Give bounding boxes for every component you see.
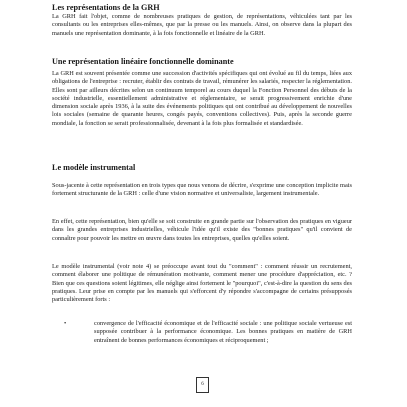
page-number: 6 — [196, 377, 209, 393]
section-heading-representations: Les représentations de la GRH — [52, 3, 160, 12]
paragraph-intro: La GRH fait l'objet, comme de nombreuses pratiques de gestion, de représentations, véhiculées tant par les consultants ou les entreprises elles-mêmes, que par la presse ou les manuels. Ainsi, on observe dans la plupart des manuels une représentation dominante, à la fois fonctionnelle et linéaire de la GRH. — [52, 13, 352, 37]
bullet-icon: • — [64, 320, 67, 327]
bullet-list-item — [52, 320, 352, 345]
section-heading-lineaire: Une représentation linéaire fonctionnelle dominante — [52, 57, 234, 66]
paragraph-modele-instrumental: Le modèle instrumental (voir note 4) se préoccupe avant tout du "comment" : comment réussir un recrutement, comment élaborer une politique de rémunération motivante, comment mener une procédure d'appréciation, etc. ? Bien que ces questions soient légitimes, elle néglige ainsi fortement le "pourquoi", c'est-à-dire la question du sens des pratiques. Leur prise en compte par les manuels qui s'efforcent d'y répondre s'accompagne de certains présupposés particulièrement forts : — [52, 263, 352, 304]
section-heading-modele-instrumental: Le modèle instrumental — [52, 163, 136, 172]
paragraph-en-effet: En effet, cette représentation, bien qu'elle se soit construite en grande partie sur l'observation des pratiques en vigueur dans les grandes entreprises industrielles, véhicule l'idée qu'il existe des "bonnes pratiques" qu'il convient de connaître pour pouvoir les mettre en œuvre dans toutes les entreprises, quelles qu'elles soient. — [52, 218, 352, 242]
bullet-text: convergence de l'efficacité économique et de l'efficacité sociale : une politique sociale vertueuse est supposée contribuer à la performance économique. Les bonnes pratiques en matière de GRH entraînent de bonnes performances économiques et réciproquement ; — [94, 320, 352, 344]
paragraph-sous-jacente: Sous-jacente à cette représentation en trois types que nous venons de décrire, s'exprime une conception implicite mais fortement structurante de la GRH : celle d'une vision normative et universaliste, largement instrumentale. — [52, 182, 352, 198]
paragraph-lineaire: La GRH est souvent présentée comme une succession d'activités spécifiques qui ont évolué au fil du temps, liées aux obligations de l'entreprise : recruter, établir des contrats de travail, rémunérer les salariés, respecter la réglementation. Elles sont par ailleurs décrites selon un continuum temporel au cours duquel la Fonction Personnel des débuts de la société industrielle, essentiellement administrative et réglementaire, se serait progressivement enrichie d'une dimension sociale après 1936, à la suite des événements politiques qui ont contribué au développement de nouvelles lois sociales (semaine de quarante heures, congés payés, conventions collectives). Puis, après la seconde guerre mondiale, la fonction se serait professionnalisée, devenant à la fois plus formalisée et standardisée. — [52, 70, 352, 127]
